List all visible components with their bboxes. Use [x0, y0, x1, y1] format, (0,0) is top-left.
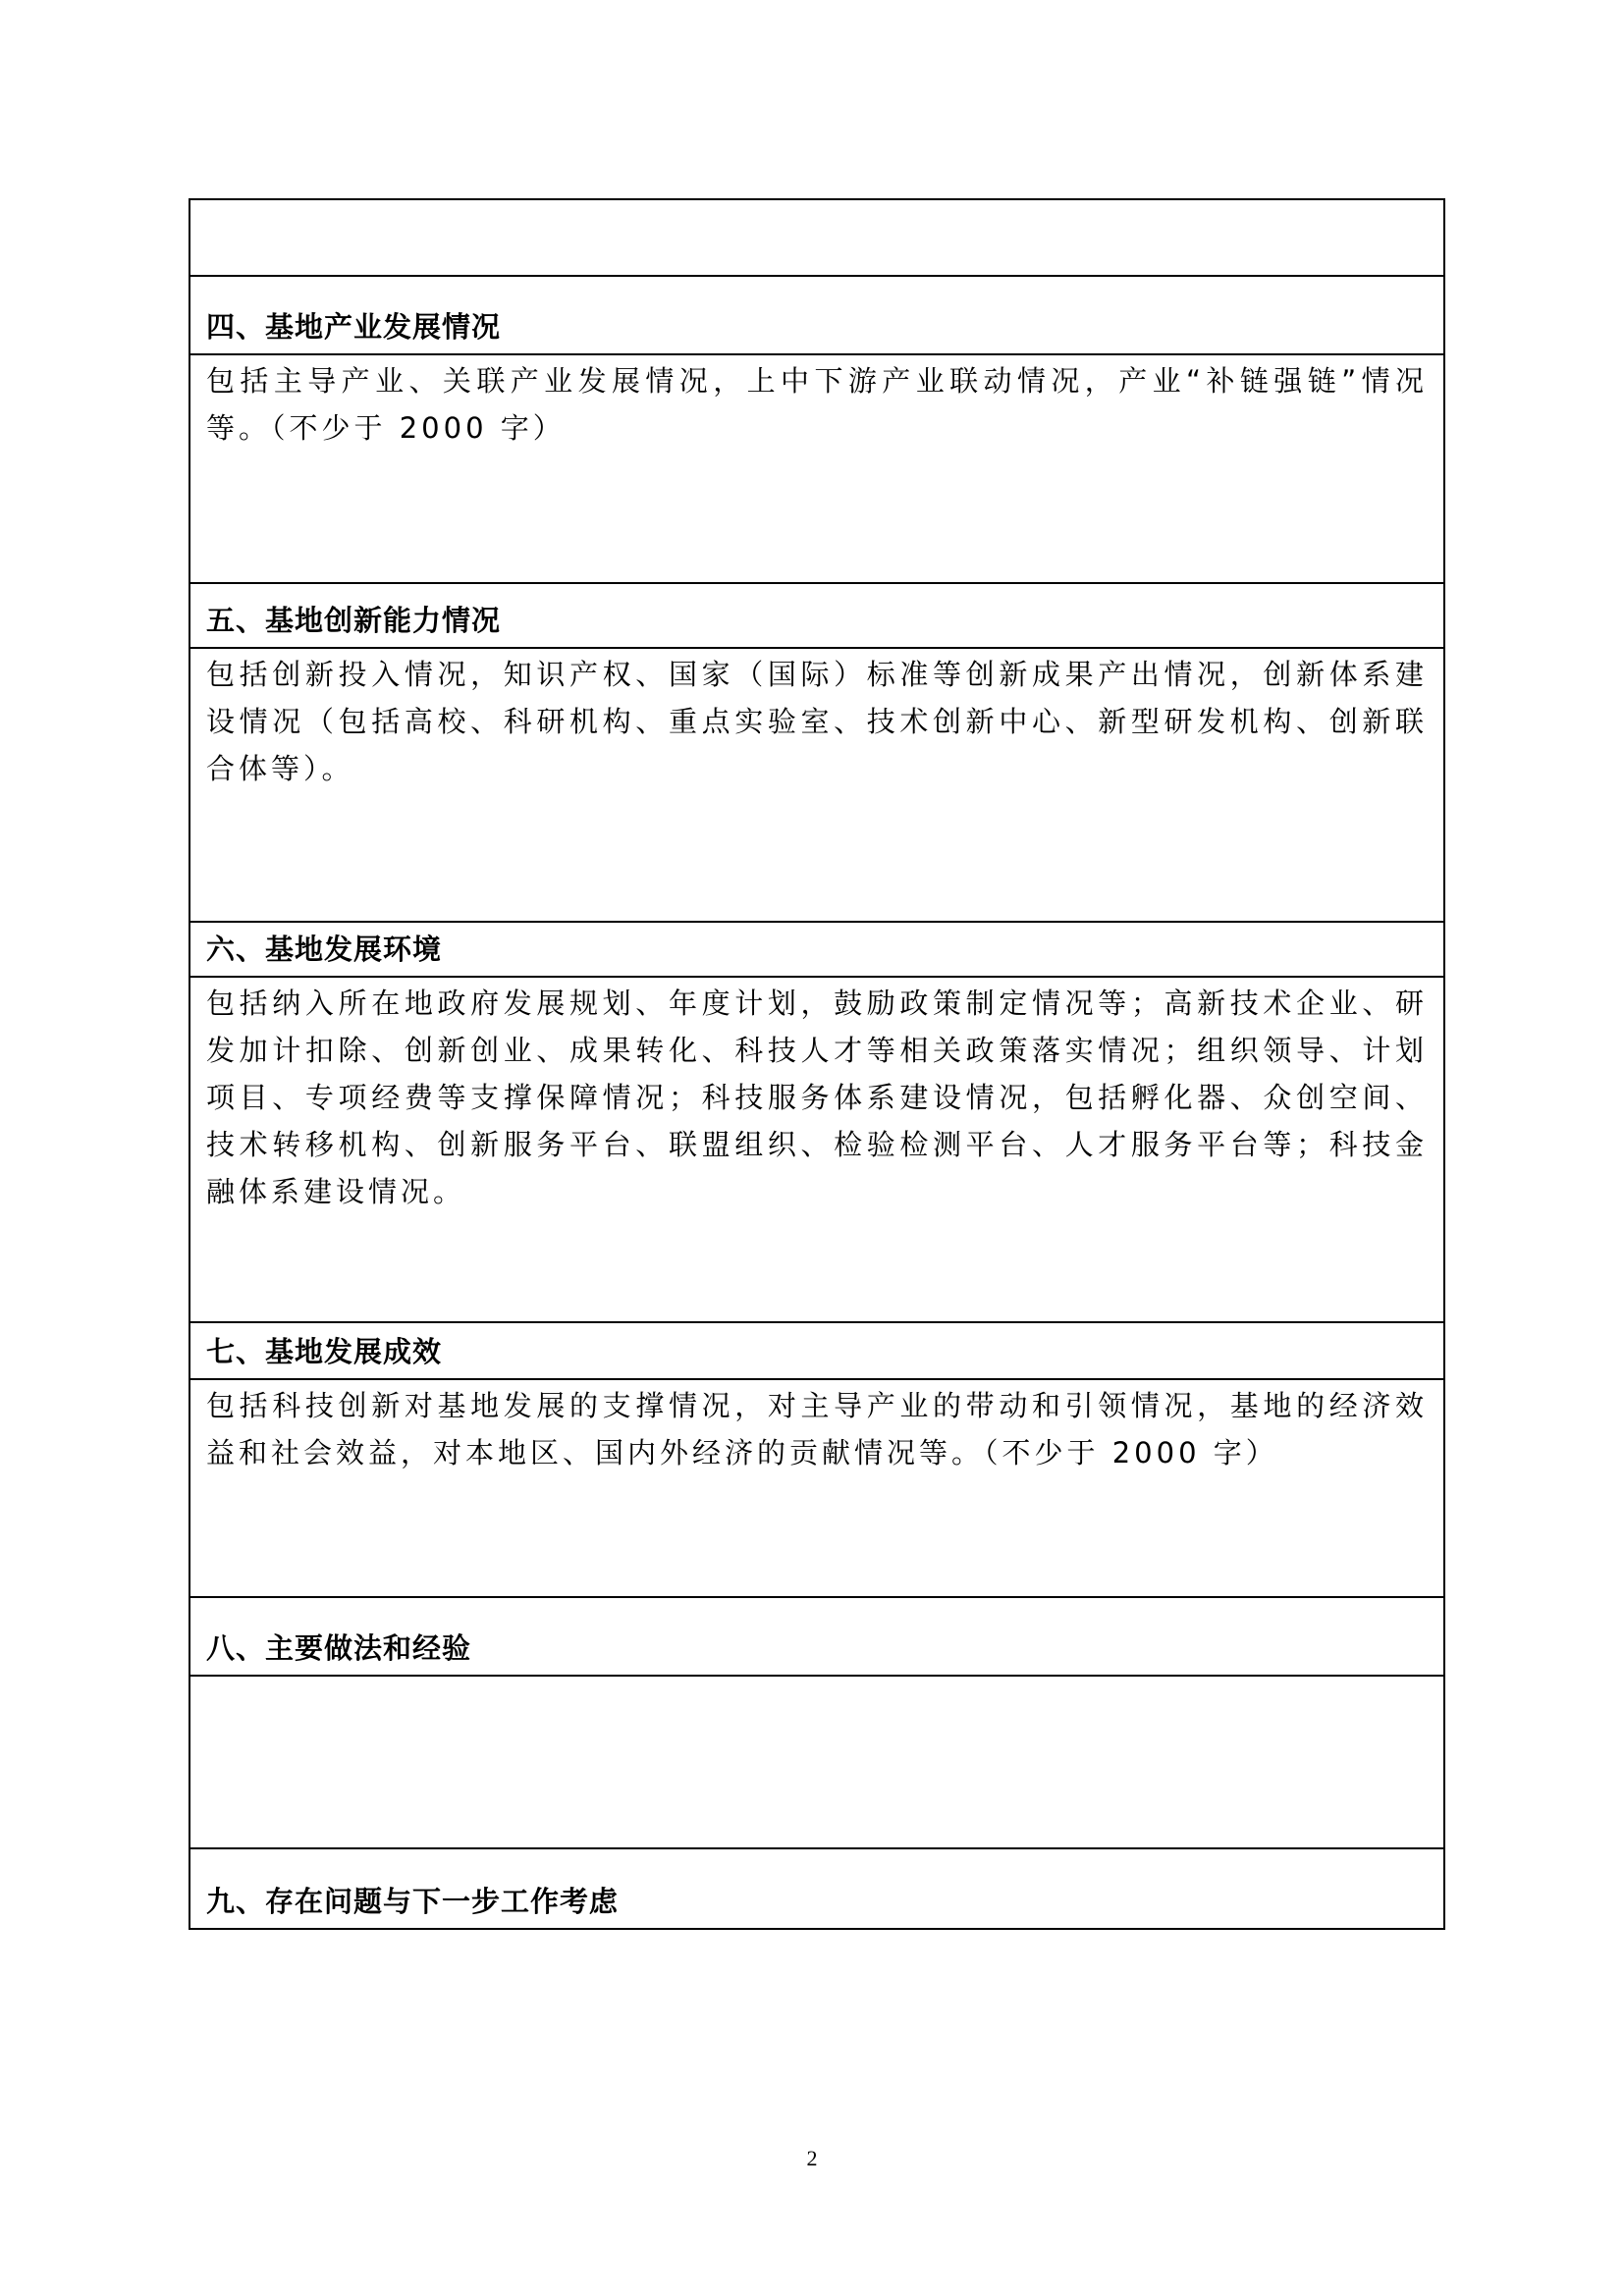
section-heading-industry: 四、基地产业发展情况	[190, 277, 1443, 355]
section-content-industry[interactable]	[190, 355, 1443, 584]
section-instructions-results: 包括科技创新对基地发展的支撑情况，对主导产业的带动和引领情况，基地的经济效益和社会效益，对本地区、国内外经济的贡献情况等。（不少于 2000 字）	[206, 1389, 1428, 1469]
section-instructions-innovation: 包括创新投入情况，知识产权、国家（国际）标准等创新成果产出情况，创新体系建设情况（包括高校、科研机构、重点实验室、技术创新中心、新型研发机构、创新联合体等）。	[206, 658, 1428, 785]
page-number: 2	[806, 2146, 818, 2170]
section-instructions-environment: 包括纳入所在地政府发展规划、年度计划，鼓励政策制定情况等；高新技术企业、研发加计扣除、创新创业、成果转化、科技人才等相关政策落实情况；组织领导、计划项目、专项经费等支撑保障情况；科技服务体系建设情况，包括孵化器、众创空间、技术转移机构、创新服务平台、联盟组织、检验检测平台、人才服务平台等；科技金融体系建设情况。	[206, 987, 1428, 1208]
section-heading-problems: 九、存在问题与下一步工作考虑	[206, 1885, 620, 1918]
section-content-environment[interactable]	[190, 978, 1443, 1323]
form-table	[189, 198, 1445, 1930]
section-content-innovation[interactable]	[190, 649, 1443, 923]
section-content-practices[interactable]	[190, 1677, 1443, 1849]
section-instructions-industry: 包括主导产业、关联产业发展情况，上中下游产业联动情况，产业“补链强链”情况等。（不少于 2000 字）	[206, 364, 1428, 445]
section-heading-environment: 六、基地发展环境	[190, 923, 1443, 978]
section-heading-practices: 八、主要做法和经验	[190, 1598, 1443, 1677]
section-heading-innovation: 五、基地创新能力情况	[190, 584, 1443, 649]
section-heading-results: 七、基地发展成效	[190, 1323, 1443, 1380]
section-content-results[interactable]	[190, 1380, 1443, 1598]
previous-section-content-cell[interactable]	[190, 200, 1443, 277]
